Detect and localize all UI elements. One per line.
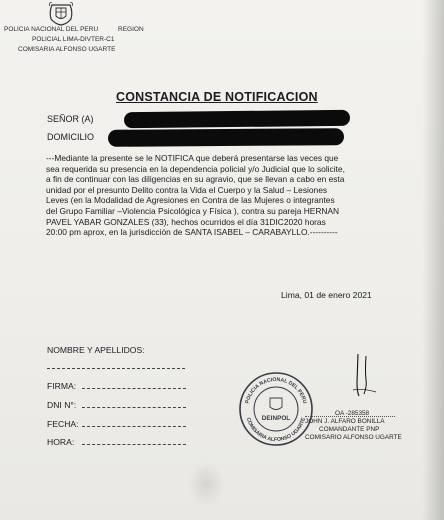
shield-icon bbox=[270, 398, 282, 410]
document-title: CONSTANCIA DE NOTIFICACION bbox=[116, 90, 318, 104]
paper-smudge bbox=[188, 462, 224, 506]
body-line: unidad por el presunto Delito contra la Vida el Cuerpo y la Salud – Lesiones bbox=[46, 184, 328, 195]
body-line: ---Mediante la presente se le NOTIFICA que deberá presentarse las veces que bbox=[46, 153, 339, 163]
body-line: a fin de continuar con las diligencias en su agravio, que se llevan a cabo en esta bbox=[46, 174, 345, 185]
handwritten-signature bbox=[350, 352, 380, 398]
stamp-bottom-text: COMISARIA ALFONSO UGARTE bbox=[244, 416, 308, 444]
dni-label: DNI N°: bbox=[47, 400, 77, 410]
domicilio-label: DOMICILIO bbox=[47, 132, 95, 142]
name-line bbox=[47, 368, 185, 369]
fecha-line bbox=[82, 426, 186, 427]
officer-name: JOHN J. ALFARO BONILLA bbox=[305, 418, 385, 425]
station-name: COMISARIA ALFONSO UGARTE bbox=[18, 46, 116, 53]
body-line: Leves (en la Modalidad de Agresiones en Contra de las Mujeres o integrantes bbox=[46, 195, 335, 206]
fecha-label: FECHA: bbox=[47, 419, 79, 429]
officer-rank: COMANDANTE PNP bbox=[319, 426, 380, 433]
body-line: 20:00 pm aprox, en la jurisdicción de SANTA ISABEL – CARABAYLLO.---------- bbox=[46, 227, 338, 238]
body-line: del Grupo Familiar –Violencia Psicológica y Física ), contra su pareja HERNAN bbox=[46, 205, 340, 216]
dni-line bbox=[82, 407, 186, 408]
firma-label: FIRMA: bbox=[47, 381, 77, 391]
stamp-top-text: POLICIA NACIONAL DEL PERU bbox=[244, 376, 308, 405]
redacted-address bbox=[108, 128, 344, 147]
body-line: sea requerida su presencia en la dependencia policial y/o Judicial que lo solicite, bbox=[46, 163, 345, 174]
name-label: NOMBRE Y APELLIDOS: bbox=[47, 345, 145, 355]
officer-signature-line bbox=[305, 416, 395, 417]
senor-label: SEÑOR (A) bbox=[47, 114, 94, 124]
notification-body bbox=[46, 153, 420, 238]
institution-name: POLICIA NACIONAL DEL PERU bbox=[4, 26, 99, 33]
peru-coat-of-arms-icon bbox=[48, 2, 74, 26]
region-label: REGION bbox=[118, 26, 144, 33]
document-date: Lima, 01 de enero 2021 bbox=[281, 290, 372, 300]
hora-line bbox=[82, 444, 186, 445]
body-line: PAVEL YABAR GONZALES (33), hechos ocurridos el día 31DIC2020 horas bbox=[46, 216, 326, 227]
officer-unit: COMISARIO ALFONSO UGARTE bbox=[305, 434, 402, 441]
officer-code: OA -285358 bbox=[335, 410, 370, 417]
stamp-center-text: DEINPOL bbox=[261, 415, 291, 422]
police-stamp bbox=[237, 370, 315, 448]
redacted-name bbox=[124, 110, 350, 128]
division-name: POLICIAL LIMA-DIVTER-C1 bbox=[32, 36, 115, 43]
hora-label: HORA: bbox=[47, 437, 75, 447]
firma-line bbox=[82, 388, 186, 389]
